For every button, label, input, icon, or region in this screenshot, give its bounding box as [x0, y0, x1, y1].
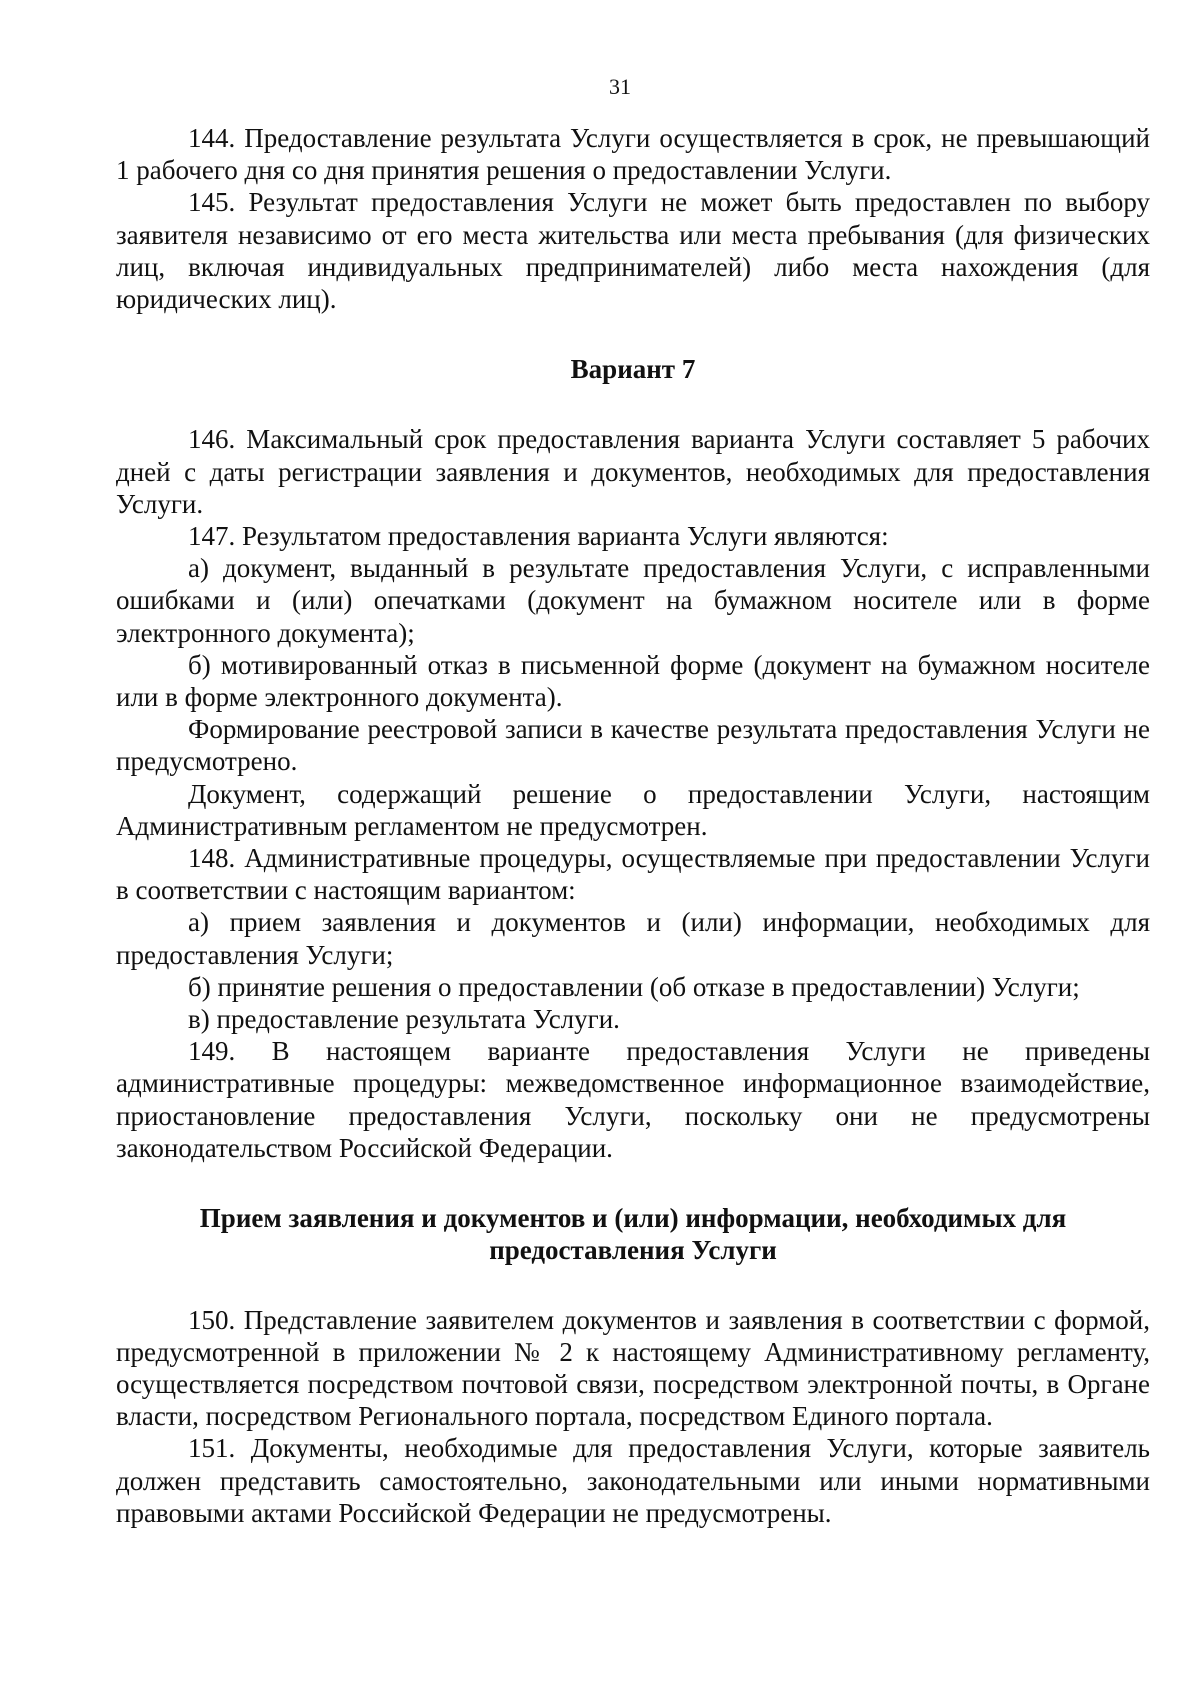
paragraph-148-a: а) прием заявления и документов и (или) информации, необходимых для предоставления Услуги;	[116, 907, 1150, 970]
paragraph-148-v: в) предоставление результата Услуги.	[188, 1004, 620, 1035]
paragraph-150: 150. Представление заявителем документов и заявления в соответствии с формой, предусмотренной в приложении № 2 к настоящему Административному регламенту, осуществляется посредством почтовой связи, посредством электронной почты, в Органе власти, посредством Регионального портала, посредством Единого портала.	[116, 1304, 1150, 1432]
heading-reception-line-2: предоставления Услуги	[489, 1235, 777, 1266]
paragraph-148-b: б) принятие решения о предоставлении (об отказе в предоставлении) Услуги;	[188, 971, 1080, 1002]
paragraph-148: 148. Административные процедуры, осуществляемые при предоставлении Услуги в соответствии с настоящим вариантом:	[116, 843, 1150, 906]
paragraph-decision-document: Документ, содержащий решение о предоставлении Услуги, настоящим Административным регламентом не предусмотрен.	[116, 778, 1150, 841]
paragraph-147: 147. Результатом предоставления варианта Услуги являются:	[188, 521, 889, 552]
document-body	[116, 122, 1150, 1529]
heading-variant-7: Вариант 7	[570, 354, 696, 385]
heading-reception	[116, 1202, 1150, 1266]
paragraph-146: 146. Максимальный срок предоставления варианта Услуги составляет 5 рабочих дней с даты регистрации заявления и документов, необходимых для предоставления Услуги.	[116, 424, 1150, 519]
paragraph-151: 151. Документы, необходимые для предоставления Услуги, которые заявитель должен представить самостоятельно, законодательными или иными нормативными правовыми актами Российской Федерации не предусмотрены.	[116, 1433, 1150, 1528]
paragraph-147-a: а) документ, выданный в результате предоставления Услуги, с исправленными ошибками и (или) опечатками (документ на бумажном носителе или в форме электронного документа);	[116, 553, 1150, 648]
paragraph-149: 149. В настоящем варианте предоставления Услуги не приведены административные процедуры: межведомственное информационное взаимодействие, приостановление предоставления Услуги, поскольку они не предусмотрены законодательством Российской Федерации.	[116, 1036, 1150, 1163]
paragraph-145: 145. Результат предоставления Услуги не может быть предоставлен по выбору заявителя независимо от его места жительства или места пребывания (для физических лиц, включая индивидуальных предпринимателей) либо места нахождения (для юридических лиц).	[116, 187, 1150, 315]
page-number: 31	[609, 74, 631, 99]
paragraph-144: 144. Предоставление результата Услуги осуществляется в срок, не превышающий 1 рабочего дня со дня принятия решения о предоставлении Услуги.	[116, 123, 1150, 186]
paragraph-registry-record: Формирование реестровой записи в качестве результата предоставления Услуги не предусмотрено.	[116, 714, 1150, 777]
paragraph-147-b: б) мотивированный отказ в письменной форме (документ на бумажном носителе или в форме электронного документа).	[116, 649, 1150, 713]
heading-reception-line-1: Прием заявления и документов и (или) информации, необходимых для	[199, 1203, 1067, 1234]
